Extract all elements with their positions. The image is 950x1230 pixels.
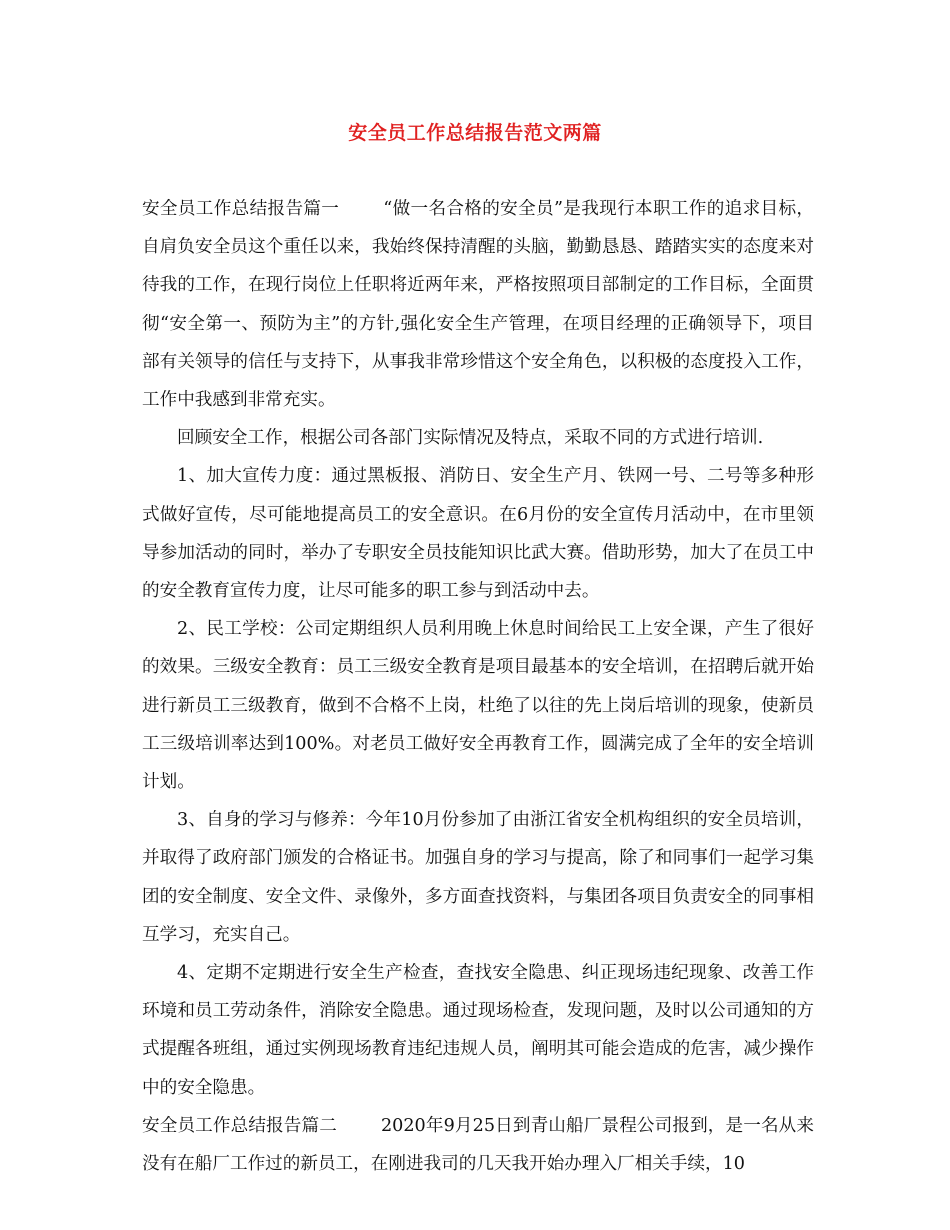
body-paragraph-item-4: 4、定期不定期进行安全生产检查，查找安全隐患、纠正现场违纪现象、改善工作环境和员工劳动条件，消除安全隐患。通过现场检查，发现问题，及时以公司通知的方式提醒各班组，通过实例现场教育违纪违规人员，阐明其可能会造成的危害，减少操作中的安全隐患。: [142, 963, 814, 1098]
section-one-text: “做一名合格的安全员”是我现行本职工作的追求目标，自肩负安全员这个重任以来，我始终保持清醒的头脑，勤勤恳恳、踏踏实实的态度来对待我的工作，在现行岗位上任职将近两年来，严格按照项目部制定的工作目标，全面贯彻“安全第一、预防为主”的方针,强化安全生产管理，在项目经理的正确领导下，项目部有关领导的信任与支持下，从事我非常珍惜这个安全角色，以积极的态度投入工作，工作中我感到非常充实。: [142, 199, 814, 411]
body-paragraph-review: 回顾安全工作，根据公司各部门实际情况及特点，采取不同的方式进行培训.: [177, 428, 764, 449]
section-one-paragraph: [142, 190, 814, 419]
section-one-heading: 安全员工作总结报告篇一: [142, 199, 340, 219]
body-paragraph-item-3: 3、自身的学习与修养：今年10月份参加了由浙江省安全机构组织的安全员培训，并取得了政府部门颁发的合格证书。加强自身的学习与提高，除了和同事们一起学习集团的安全制度、安全文件、录像外，多方面查找资料，与集团各项目负责安全的同事相互学习，充实自己。: [142, 810, 814, 945]
document-title: 安全员工作总结报告范文两篇: [348, 122, 602, 144]
body-paragraph-item-1: 1、加大宣传力度：通过黑板报、消防日、安全生产月、铁网一号、二号等多种形式做好宣传，尽可能地提高员工的安全意识。在6月份的安全宣传月活动中，在市里领导参加活动的同时，举办了专职安全员技能知识比武大赛。借助形势，加大了在员工中的安全教育宣传力度，让尽可能多的职工参与到活动中去。: [142, 466, 814, 602]
body-paragraph-item-2: 2、民工学校：公司定期组织人员利用晚上休息时间给民工上安全课，产生了很好的效果。三级安全教育：员工三级安全教育是项目最基本的安全培训，在招聘后就开始进行新员工三级教育，做到不合格不上岗，杜绝了以往的先上岗后培训的现象，使新员工三级培训率达到100%。对老员工做好安全再教育工作，圆满完成了全年的安全培训计划。: [142, 619, 814, 793]
section-two-text: 2020年9月25日到青山船厂景程公司报到，是一名从来没有在船厂工作过的新员工，在刚进我司的几天我开始办理入厂相关手续，10: [142, 1115, 814, 1175]
section-two-paragraph: [142, 1107, 814, 1183]
document-body: [142, 190, 814, 1183]
section-two-heading: 安全员工作总结报告篇二: [142, 1115, 337, 1136]
